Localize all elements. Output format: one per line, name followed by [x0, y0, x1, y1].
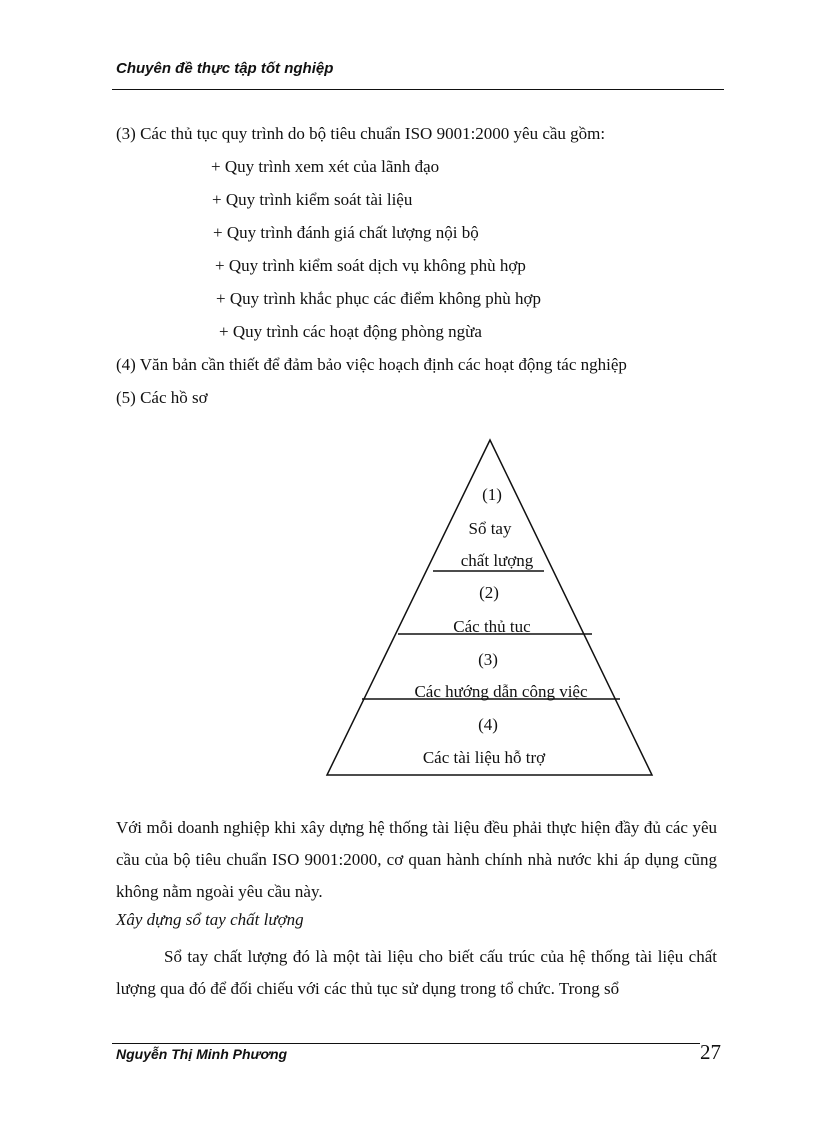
- level-2-number: (2): [479, 583, 499, 602]
- list-item-3: (3) Các thủ tục quy trình do bộ tiêu chuẩn ISO 9001:2000 yêu cầu gồm:: [116, 124, 606, 143]
- sub-item-internal-audit: + Quy trình đánh giá chất lượng nội bộ: [213, 223, 479, 242]
- level-3-label: Các hướng dẫn công việc: [414, 682, 588, 701]
- level-3-number: (3): [478, 650, 498, 669]
- level-4-label: Các tài liệu hỗ trợ: [422, 748, 546, 767]
- list-item-4: (4) Văn bản cần thiết để đảm bảo việc hoạch định các hoạt động tác nghiệp: [116, 355, 627, 374]
- sub-item-preventive: + Quy trình các hoạt động phòng ngừa: [219, 322, 482, 341]
- sub-item-document-control: + Quy trình kiểm soát tài liệu: [212, 190, 413, 209]
- body-paragraph-1: Với mỗi doanh nghiệp khi xây dựng hệ thống tài liệu đều phải thực hiện đầy đủ các yêu cầu của bộ tiêu chuẩn ISO 9001:2000, cơ quan hành chính nhà nước khi áp dụng cũng không nằm ngoài yêu cầu này.: [116, 818, 717, 901]
- page-number: 27: [700, 1040, 721, 1064]
- running-header: Chuyên đề thực tập tốt nghiệp: [116, 60, 334, 77]
- level-4-number: (4): [478, 715, 498, 734]
- level-2-label: Các thủ tuc: [453, 617, 531, 636]
- level-1-label-line2: chất lượng: [460, 551, 534, 570]
- list-item-5: (5) Các hồ sơ: [116, 388, 208, 407]
- sub-item-review: + Quy trình xem xét của lãnh đạo: [211, 157, 440, 176]
- section-heading: Xây dựng sổ tay chất lượng: [116, 910, 304, 929]
- sub-item-nonconforming: + Quy trình kiểm soát dịch vụ không phù hợp: [215, 256, 526, 275]
- level-1-label-line1: Sổ tay: [468, 519, 512, 538]
- sub-item-corrective: + Quy trình khắc phục các điểm không phù hợp: [216, 289, 541, 308]
- footer-author: Nguyễn Thị Minh Phương: [116, 1046, 288, 1062]
- footer-rule: [112, 1043, 700, 1044]
- level-1-number: (1): [482, 485, 502, 504]
- body-paragraph-2: Sổ tay chất lượng đó là một tài liệu cho biết cấu trúc của hệ thống tài liệu chất lượng qua đó để đối chiếu với các thủ tục sử dụng trong tổ chức. Trong sổ: [116, 947, 717, 998]
